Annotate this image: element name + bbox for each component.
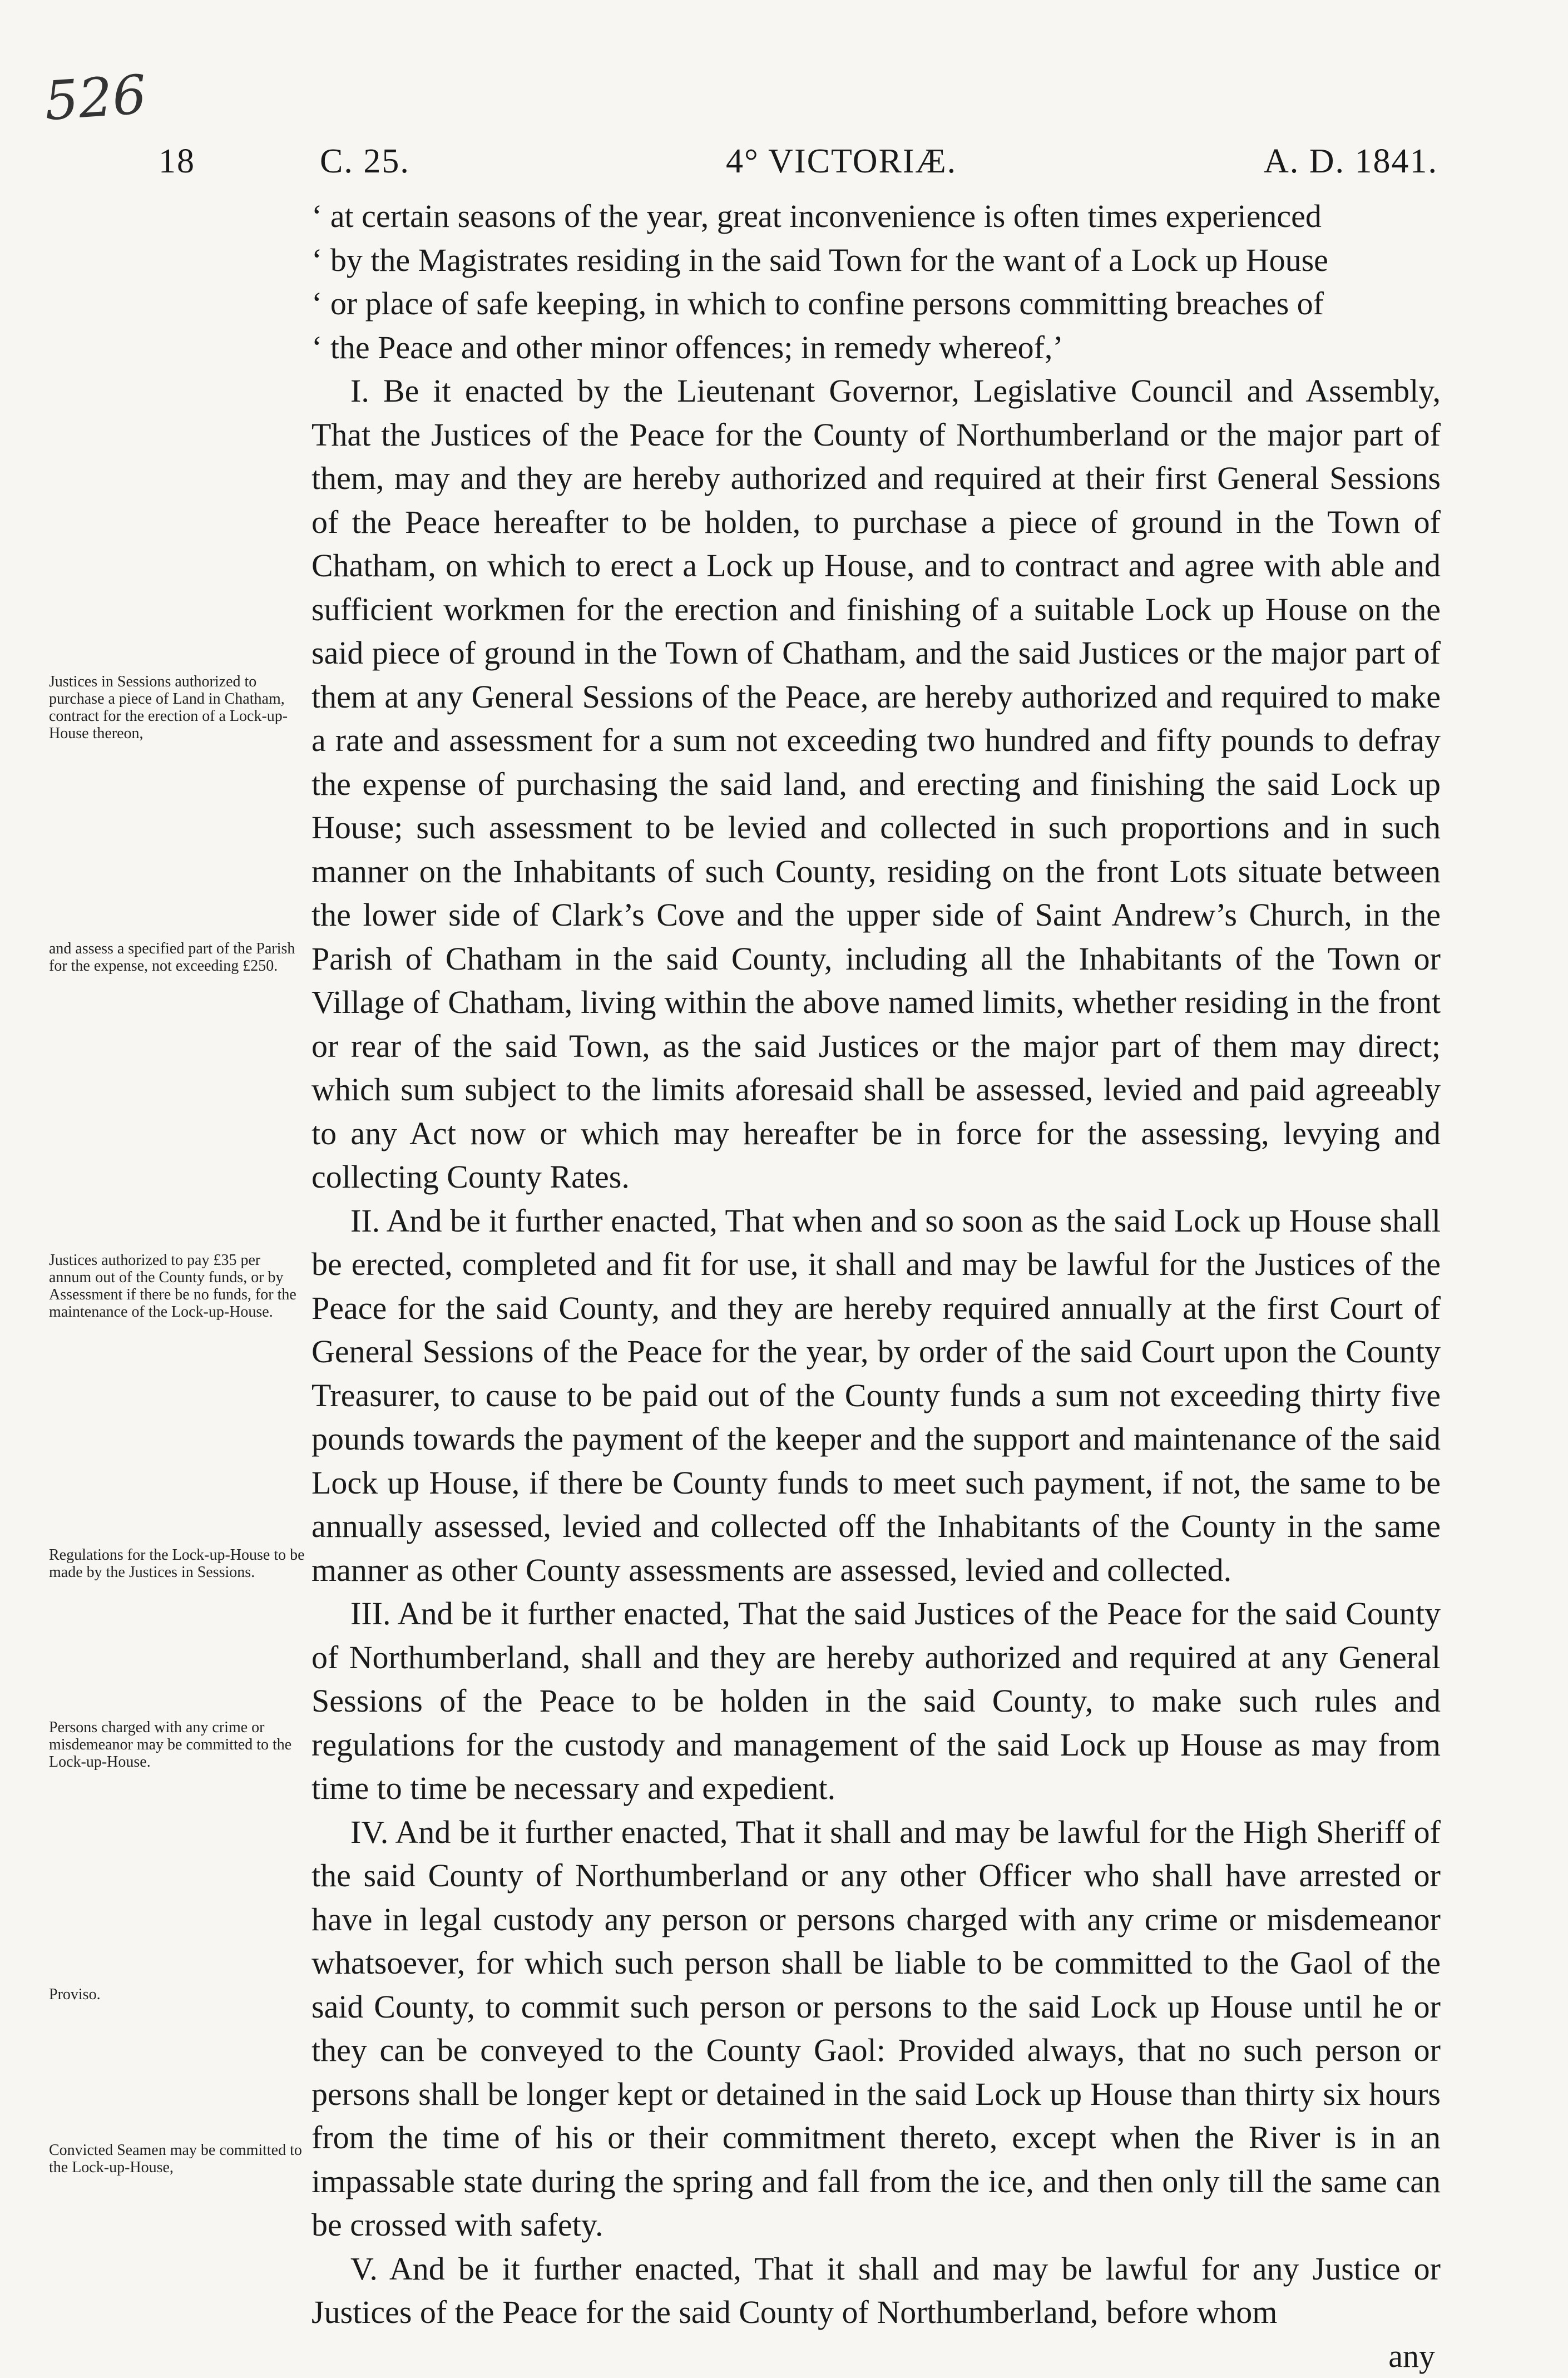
preamble-line: ‘ at certain seasons of the year, great inconvenience is often times experienced: [311, 195, 1441, 239]
preamble: [311, 195, 1441, 369]
handwritten-folio-note: 526: [42, 63, 149, 133]
section-1: I. Be it enacted by the Lieutenant Governor, Legislative Council and Assembly, That the Justices of the Peace for the County of Northumberland or the major part of them, may and they are hereby authorized and required at their first General Sessions of the Peace hereafter to be holden, to purchase a piece of ground in the Town of Chatham, on which to erect a Lock up House, and to contract and agree with able and sufficient workmen for the erection and finishing of a suitable Lock up House on the said piece of ground in the Town of Chatham, and the said Justices or the major part of them at any General Sessions of the Peace, are hereby authorized and required to make a rate and assessment for a sum not exceeding two hundred and fifty pounds to defray the expense of purchasing the said land, and erecting and finishing the said Lock up House; such assessment to be levied and collected in such proportions and in such manner on the Inhabitants of such County, residing on the front Lots situate between the lower side of Clark’s Cove and the upper side of Saint Andrew’s Church, in the Parish of Chatham in the said County, including all the Inhabitants of the Town or Village of Chatham, living within the above named limits, whether residing in the front or rear of the said Town, as the said Justices or the major part of them may direct; which sum subject to the limits aforesaid shall be assessed, levied and paid agreeably to any Act now or which may hereafter be in force for the assessing, levying and collecting County Rates.: [311, 369, 1441, 1199]
catchword: any: [311, 2335, 1441, 2378]
section-3: III. And be it further enacted, That the said Justices of the Peace for the said County of Northumberland, shall and they are hereby authorized and required at any General Sessions of the Peace to be holden in the said County, to make such rules and regulations for the custody and management of the said Lock up House as may from time to time be necessary and expedient.: [311, 1592, 1441, 1811]
preamble-line: ‘ by the Magistrates residing in the said Town for the want of a Lock up House: [311, 239, 1441, 283]
page-number: 18: [159, 142, 195, 181]
marginal-note-keeper-payment: Justices authorized to pay £35 per annum out of the County funds, or by Assessment if there be no funds, for the maintenance of the Lock-up-House.: [49, 1252, 305, 1321]
running-header: [159, 142, 1438, 197]
marginal-note-assessment: and assess a specified part of the Parish for the expense, not exceeding £250.: [49, 940, 305, 975]
marginal-note-committal: Persons charged with any crime or misdemeanor may be committed to the Lock-up-House.: [49, 1719, 305, 1771]
marginal-note-regulations: Regulations for the Lock-up-House to be made by the Justices in Sessions.: [49, 1546, 305, 1581]
preamble-line: ‘ the Peace and other minor offences; in remedy whereof,’: [311, 326, 1441, 370]
marginal-note-proviso: Proviso.: [49, 1986, 305, 2003]
statute-body: [311, 195, 1441, 2378]
regnal-year: 4° VICTORIÆ.: [726, 142, 957, 181]
section-5: V. And be it further enacted, That it shall and may be lawful for any Justice or Justices of the Peace for the said County of Northumberland, before whom: [311, 2247, 1441, 2335]
preamble-line: ‘ or place of safe keeping, in which to confine persons committing breaches of: [311, 282, 1441, 326]
section-4: IV. And be it further enacted, That it shall and may be lawful for the High Sheriff of the said County of Northumberland or any other Officer who shall have arrested or have in legal custody any person or persons charged with any crime or misdemeanor whatsoever, for which such person shall be liable to be committed to the Gaol of the said County, to commit such person or persons to the said Lock up House until he or they can be conveyed to the County Gaol: Provided always, that no such person or persons shall be longer kept or detained in the said Lock up House than thirty six hours from the time of his or their commitment thereto, except when the River is in an impassable state during the spring and fall from the ice, and then only till the same can be crossed with safety.: [311, 1811, 1441, 2247]
calendar-year: A. D. 1841.: [1264, 142, 1438, 181]
marginal-note-seamen: Convicted Seamen may be committed to the Lock-up-House,: [49, 2142, 305, 2176]
section-2: II. And be it further enacted, That when and so soon as the said Lock up House shall be erected, completed and fit for use, it shall and may be lawful for the Justices of the Peace for the said County, and they are hereby required annually at the first Court of General Sessions of the Peace for the year, by order of the said Court upon the County Treasurer, to cause to be paid out of the County funds a sum not exceeding thirty five pounds towards the payment of the keeper and the support and maintenance of the said Lock up House, if there be County funds to meet such payment, if not, the same to be annually assessed, levied and collected off the Inhabitants of the County in the same manner as other County assessments are assessed, levied and collected.: [311, 1199, 1441, 1593]
marginal-note-purchase-land: Justices in Sessions authorized to purchase a piece of Land in Chatham, contract for the erection of a Lock-up-House thereon,: [49, 673, 305, 742]
chapter-number: C. 25.: [320, 142, 410, 181]
